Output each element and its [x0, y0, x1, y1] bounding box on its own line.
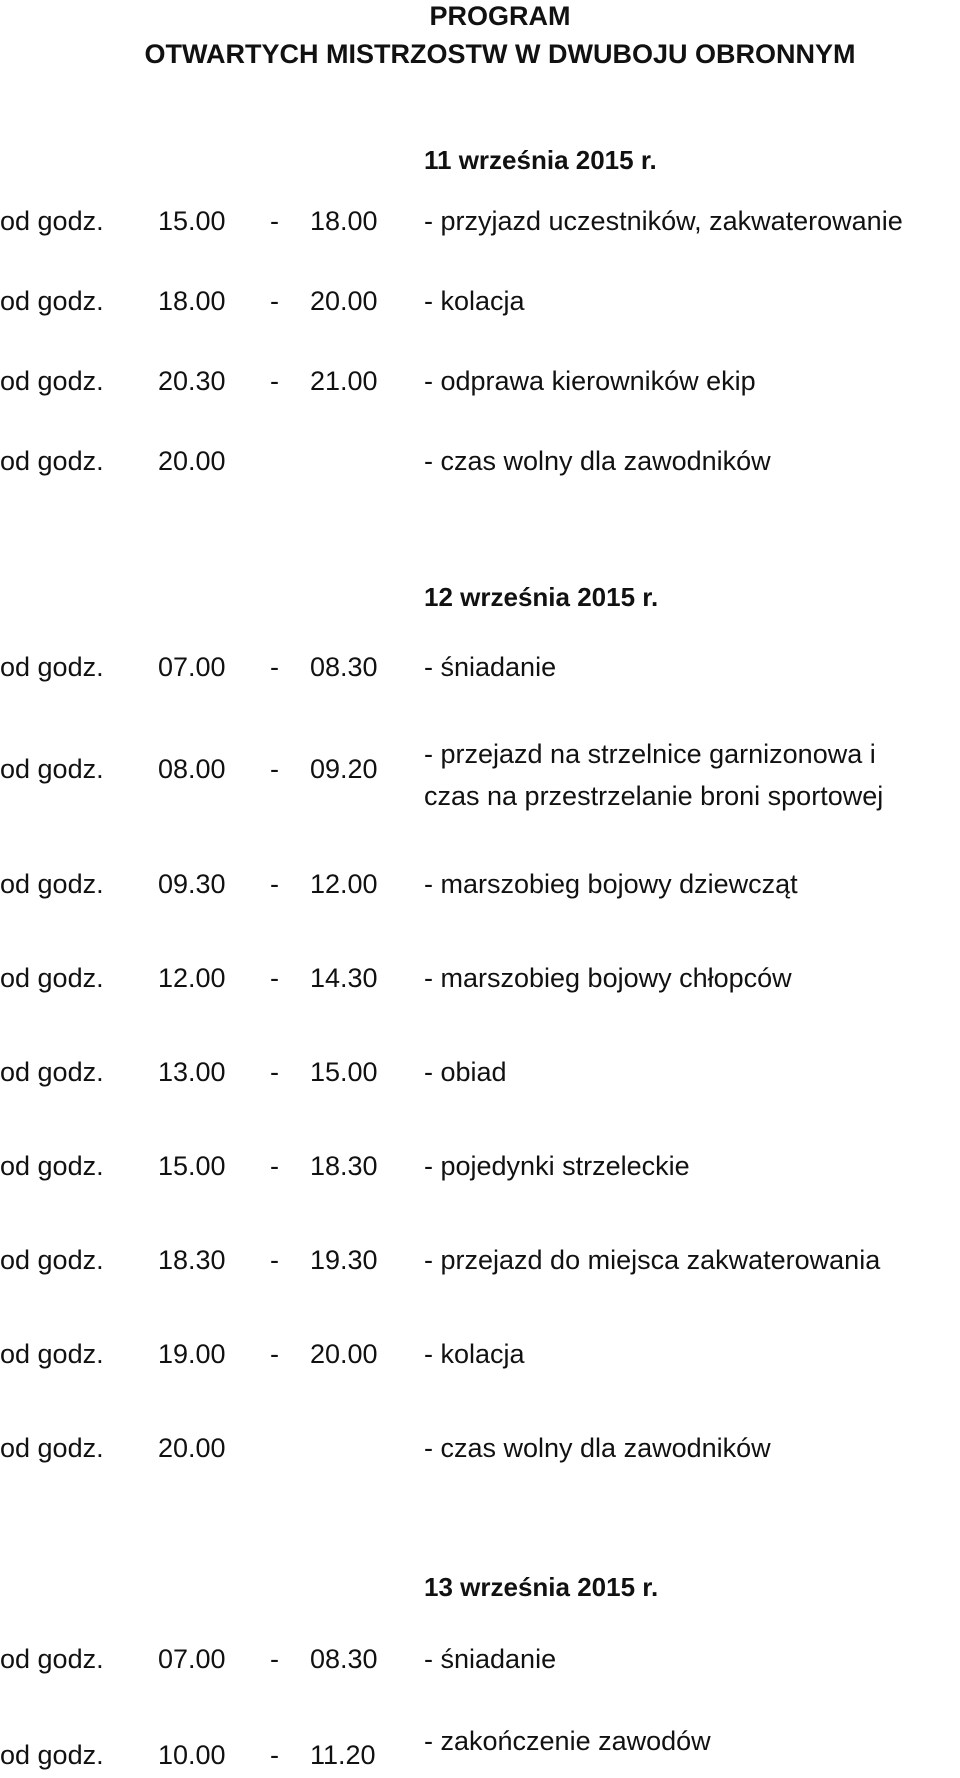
time-prefix: od godz.: [0, 446, 104, 476]
time-prefix: od godz.: [0, 963, 104, 993]
time-separator: -: [270, 1644, 279, 1674]
time-separator: -: [270, 366, 279, 396]
time-separator: -: [270, 1057, 279, 1087]
schedule-row: [0, 204, 960, 240]
time-start: 20.30: [158, 366, 226, 396]
time-start: 18.00: [158, 286, 226, 316]
activity-text: - marszobieg bojowy dziewcząt: [424, 869, 798, 899]
schedule-row: [0, 284, 960, 320]
time-end: 15.00: [310, 1057, 378, 1087]
time-end: 12.00: [310, 869, 378, 899]
time-end: 14.30: [310, 963, 378, 993]
time-prefix: od godz.: [0, 869, 104, 899]
time-start: 07.00: [158, 1644, 226, 1674]
time-separator: -: [270, 286, 279, 316]
schedule-row: [0, 1337, 960, 1373]
activity-text: - czas wolny dla zawodników: [424, 446, 771, 476]
activity-text: - zakończenie zawodów: [424, 1726, 711, 1756]
schedule-row: [0, 1243, 960, 1279]
time-end: 20.00: [310, 286, 378, 316]
activity-text: - śniadanie: [424, 1644, 557, 1674]
time-separator: -: [270, 652, 279, 682]
activity-text: - przejazd do miejsca zakwaterowania: [424, 1245, 881, 1275]
time-start: 20.00: [158, 446, 226, 476]
time-end: 21.00: [310, 366, 378, 396]
time-end: 18.00: [310, 206, 378, 236]
schedule-row: [0, 867, 960, 903]
schedule-row: [0, 444, 960, 480]
activity-text: - obiad: [424, 1057, 507, 1087]
time-start: 07.00: [158, 652, 226, 682]
activity-text: - czas wolny dla zawodników: [424, 1433, 771, 1463]
time-end: 18.30: [310, 1151, 378, 1181]
schedule-row: [0, 364, 960, 400]
activity-text: - pojedynki strzeleckie: [424, 1151, 690, 1181]
schedule-row: [0, 961, 960, 997]
time-start: 10.00: [158, 1740, 226, 1770]
time-prefix: od godz.: [0, 1245, 104, 1275]
schedule-row: [0, 650, 960, 686]
time-prefix: od godz.: [0, 1433, 104, 1463]
activity-text: - kolacja: [424, 286, 525, 316]
time-prefix: od godz.: [0, 1644, 104, 1674]
time-end: 08.30: [310, 652, 378, 682]
time-separator: -: [270, 1339, 279, 1369]
schedule-row: [0, 1642, 960, 1678]
time-end: 09.20: [310, 754, 378, 784]
activity-text-continued: czas na przestrzelanie broni sportowej: [424, 781, 884, 811]
time-start: 12.00: [158, 963, 226, 993]
time-start: 15.00: [158, 206, 226, 236]
page-title: PROGRAM: [429, 1, 571, 31]
time-start: 19.00: [158, 1339, 226, 1369]
schedule-row: [0, 734, 960, 814]
time-separator: -: [270, 1151, 279, 1181]
time-start: 09.30: [158, 869, 226, 899]
time-end: 08.30: [310, 1644, 378, 1674]
time-prefix: od godz.: [0, 1057, 104, 1087]
activity-text: - przyjazd uczestników, zakwaterowanie: [424, 206, 903, 236]
time-prefix: od godz.: [0, 206, 104, 236]
schedule-row: [0, 1055, 960, 1091]
time-end: 20.00: [310, 1339, 378, 1369]
schedule-row: [0, 1149, 960, 1185]
activity-text: - kolacja: [424, 1339, 525, 1369]
time-prefix: od godz.: [0, 286, 104, 316]
activity-text: - śniadanie: [424, 652, 557, 682]
activity-text: - marszobieg bojowy chłopców: [424, 963, 792, 993]
time-separator: -: [270, 963, 279, 993]
activity-text: - przejazd na strzelnice garnizonowa i: [424, 739, 876, 769]
time-prefix: od godz.: [0, 652, 104, 682]
activity-text: - odprawa kierowników ekip: [424, 366, 756, 396]
time-end: 19.30: [310, 1245, 378, 1275]
time-start: 15.00: [158, 1151, 226, 1181]
time-separator: -: [270, 1245, 279, 1275]
day-2-date: 12 września 2015 r.: [424, 582, 659, 612]
schedule-row: [0, 1710, 960, 1774]
page-subtitle: OTWARTYCH MISTRZOSTW W DWUBOJU OBRONNYM: [144, 39, 856, 69]
time-start: 18.30: [158, 1245, 226, 1275]
time-prefix: od godz.: [0, 754, 104, 784]
time-separator: -: [270, 754, 279, 784]
time-start: 13.00: [158, 1057, 226, 1087]
time-prefix: od godz.: [0, 1740, 104, 1770]
time-prefix: od godz.: [0, 366, 104, 396]
day-3-date: 13 września 2015 r.: [424, 1572, 659, 1602]
time-separator: -: [270, 869, 279, 899]
time-start: 20.00: [158, 1433, 226, 1463]
time-start: 08.00: [158, 754, 226, 784]
time-separator: -: [270, 1740, 279, 1770]
time-prefix: od godz.: [0, 1339, 104, 1369]
time-prefix: od godz.: [0, 1151, 104, 1181]
time-separator: -: [270, 206, 279, 236]
time-end: 11.20: [310, 1740, 376, 1770]
day-1-date: 11 września 2015 r.: [424, 145, 657, 175]
schedule-row: [0, 1431, 960, 1467]
